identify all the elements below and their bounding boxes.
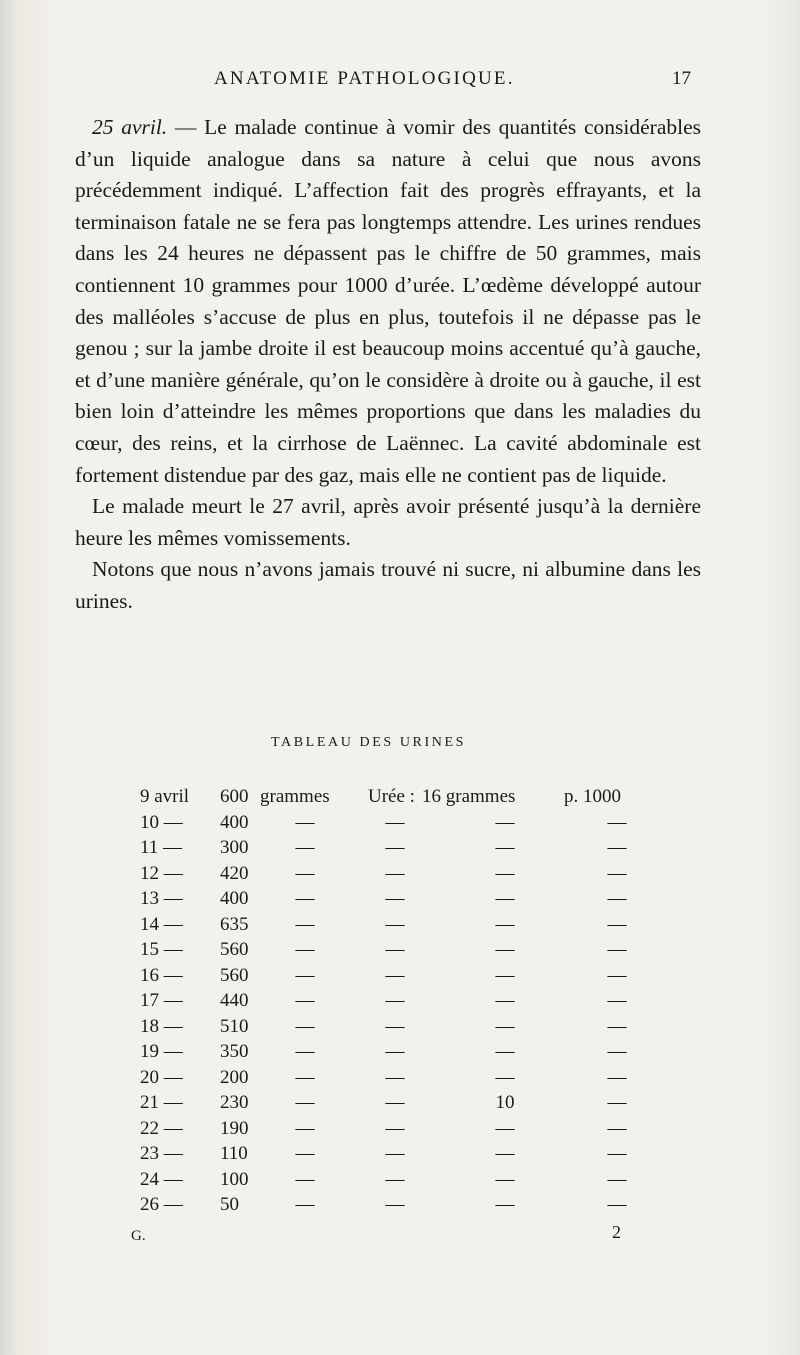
- row-per-ditto: —: [607, 964, 627, 986]
- row-day: 10 —: [140, 811, 183, 833]
- date-lead: 25 avril.: [92, 115, 168, 139]
- table-row: [140, 965, 660, 991]
- row-per-ditto: —: [607, 862, 627, 884]
- table-row: [140, 1016, 660, 1042]
- table-row: [140, 1092, 660, 1118]
- row-unit-ditto: —: [295, 964, 315, 986]
- row-uree-ditto: —: [385, 1041, 405, 1062]
- row-uree-ditto: —: [385, 913, 405, 935]
- row-urea-value: —: [495, 939, 515, 960]
- row-urea-value: —: [495, 837, 515, 858]
- table-row: [140, 1041, 660, 1067]
- row-day: 26 —: [140, 1194, 183, 1215]
- row-unit-ditto: —: [295, 1041, 315, 1062]
- row-urea-value: —: [495, 1143, 515, 1164]
- paragraph-3: Notons que nous n’avons jamais trouvé ni sucre, ni albumine dans les urines.: [75, 557, 701, 613]
- row-uree-ditto: —: [385, 990, 405, 1011]
- row-per-ditto: —: [607, 1194, 627, 1215]
- row-day: 13 —: [140, 888, 183, 909]
- running-title: ANATOMIE PATHOLOGIQUE.: [214, 68, 515, 89]
- row-unit-ditto: —: [295, 1194, 315, 1215]
- row-urea-value: —: [495, 888, 515, 909]
- row-day: 24 —: [140, 1168, 183, 1190]
- row-unit-ditto: —: [295, 837, 315, 858]
- table-row: [140, 812, 660, 838]
- row-volume: 230: [220, 1092, 249, 1113]
- row-uree-ditto: —: [385, 1066, 405, 1088]
- row-per-ditto: —: [607, 888, 627, 909]
- row-urea-value: —: [495, 862, 515, 884]
- row-volume: 560: [220, 939, 249, 960]
- row-urea-value: —: [495, 1041, 515, 1062]
- row-uree-ditto: —: [385, 939, 405, 960]
- row-volume: 190: [220, 1117, 249, 1139]
- header-day: 9 avril: [140, 786, 190, 807]
- row-volume: 110: [220, 1143, 248, 1164]
- row-unit-ditto: —: [295, 913, 315, 935]
- header-volume: 600: [220, 786, 249, 807]
- row-day: 17 —: [140, 990, 183, 1011]
- row-volume: 510: [220, 1015, 249, 1037]
- row-urea-value: —: [495, 1194, 515, 1215]
- row-volume: 350: [220, 1041, 249, 1062]
- row-volume: 100: [220, 1168, 249, 1190]
- row-day: 15 —: [140, 939, 183, 960]
- page-number: 17: [672, 68, 691, 89]
- body-text: [75, 112, 701, 618]
- row-per-ditto: —: [607, 1168, 627, 1190]
- header-uree: Urée :: [368, 786, 415, 807]
- table-row: [140, 837, 660, 863]
- header-per: p. 1000: [564, 786, 621, 807]
- table-row: [140, 1194, 660, 1220]
- table-row: [140, 863, 660, 889]
- row-unit-ditto: —: [295, 811, 315, 833]
- paragraph-2: Le malade meurt le 27 avril, après avoir présenté jusqu’à la dernière heure les mêmes vomissements.: [75, 494, 701, 550]
- row-day: 14 —: [140, 913, 183, 935]
- row-per-ditto: —: [607, 1041, 627, 1062]
- sheet-number: 2: [612, 1222, 621, 1242]
- row-unit-ditto: —: [295, 939, 315, 960]
- row-uree-ditto: —: [385, 1194, 405, 1215]
- row-per-ditto: —: [607, 939, 627, 960]
- row-day: 21 —: [140, 1092, 183, 1113]
- row-urea-value: —: [495, 1015, 515, 1037]
- table-header-row: [140, 786, 660, 812]
- row-day: 18 —: [140, 1015, 183, 1037]
- row-per-ditto: —: [607, 1117, 627, 1139]
- paragraph-1: [75, 112, 701, 491]
- row-per-ditto: —: [607, 1015, 627, 1037]
- row-unit-ditto: —: [295, 990, 315, 1011]
- row-unit-ditto: —: [295, 1168, 315, 1190]
- row-urea-value: —: [495, 964, 515, 986]
- row-unit-ditto: —: [295, 1066, 315, 1088]
- row-per-ditto: —: [607, 1066, 627, 1088]
- header-unit: grammes: [260, 786, 330, 807]
- row-volume: 300: [220, 837, 249, 858]
- row-day: 22 —: [140, 1117, 183, 1139]
- row-unit-ditto: —: [295, 1015, 315, 1037]
- row-per-ditto: —: [607, 913, 627, 935]
- row-uree-ditto: —: [385, 1015, 405, 1037]
- row-per-ditto: —: [607, 990, 627, 1011]
- row-uree-ditto: —: [385, 1117, 405, 1139]
- table-row: [140, 1169, 660, 1195]
- row-uree-ditto: —: [385, 888, 405, 909]
- row-uree-ditto: —: [385, 837, 405, 858]
- row-unit-ditto: —: [295, 1092, 315, 1113]
- running-head: [0, 68, 800, 98]
- row-unit-ditto: —: [295, 1143, 315, 1164]
- row-urea-value: —: [495, 913, 515, 935]
- paragraph-1-text: — Le malade continue à vomir des quantités considérables d’un liquide analogue dans sa nature à celui que nous avons précédemment indiqué. L’affection fait des progrès effrayants, et la terminaison fatale ne se fera pas longtemps attendre. Les urines rendues dans les 24 heures ne dépassent pas le chiffre de 50 grammes, mais contiennent 10 grammes pour 1000 d’urée. L’œdème développé autour des malléoles s’accuse de plus en plus, toutefois il ne dépasse pas le genou ; sur la jambe droite il est beaucoup moins accentué qu’à gauche, et d’une manière générale, qu’on le considère à droite ou à gauche, il est bien loin d’atteindre les mêmes proportions que dans les maladies du cœur, des reins, et la cirrhose de Laënnec. La cavité abdominale est fortement distendue par des gaz, mais elle ne contient pas de liquide.: [75, 115, 701, 487]
- row-volume: 200: [220, 1066, 249, 1088]
- row-urea-value: —: [495, 1168, 515, 1190]
- row-unit-ditto: —: [295, 888, 315, 909]
- row-unit-ditto: —: [295, 862, 315, 884]
- row-uree-ditto: —: [385, 862, 405, 884]
- row-uree-ditto: —: [385, 1092, 405, 1113]
- row-urea-value: —: [495, 1066, 515, 1088]
- table-row: [140, 1118, 660, 1144]
- row-volume: 420: [220, 862, 249, 884]
- row-volume: 560: [220, 964, 249, 986]
- row-urea-value: —: [495, 811, 515, 833]
- row-volume: 440: [220, 990, 249, 1011]
- row-uree-ditto: —: [385, 964, 405, 986]
- row-per-ditto: —: [607, 1092, 627, 1113]
- urine-table: [140, 786, 660, 1220]
- table-row: [140, 939, 660, 965]
- row-uree-ditto: —: [385, 1168, 405, 1190]
- row-volume: 400: [220, 811, 249, 833]
- table-row: [140, 1067, 660, 1093]
- row-volume: 50: [220, 1194, 239, 1215]
- table-row: [140, 914, 660, 940]
- row-urea-value: 10: [495, 1092, 515, 1113]
- header-urea-value: 16 grammes: [422, 786, 516, 807]
- row-volume: 635: [220, 913, 249, 935]
- row-per-ditto: —: [607, 811, 627, 833]
- row-per-ditto: —: [607, 1143, 627, 1164]
- row-day: 19 —: [140, 1041, 183, 1062]
- table-row: [140, 1143, 660, 1169]
- row-urea-value: —: [495, 1117, 515, 1139]
- row-volume: 400: [220, 888, 249, 909]
- row-day: 11 —: [140, 837, 183, 858]
- row-day: 16 —: [140, 964, 183, 986]
- row-day: 12 —: [140, 862, 183, 884]
- row-uree-ditto: —: [385, 1143, 405, 1164]
- table-row: [140, 990, 660, 1016]
- row-per-ditto: —: [607, 837, 627, 858]
- row-day: 23 —: [140, 1143, 183, 1164]
- row-unit-ditto: —: [295, 1117, 315, 1139]
- row-urea-value: —: [495, 990, 515, 1011]
- row-uree-ditto: —: [385, 811, 405, 833]
- table-row: [140, 888, 660, 914]
- table-title-text: TABLEAU DES URINES: [271, 735, 467, 750]
- signature-mark: G.: [131, 1228, 146, 1244]
- row-day: 20 —: [140, 1066, 183, 1088]
